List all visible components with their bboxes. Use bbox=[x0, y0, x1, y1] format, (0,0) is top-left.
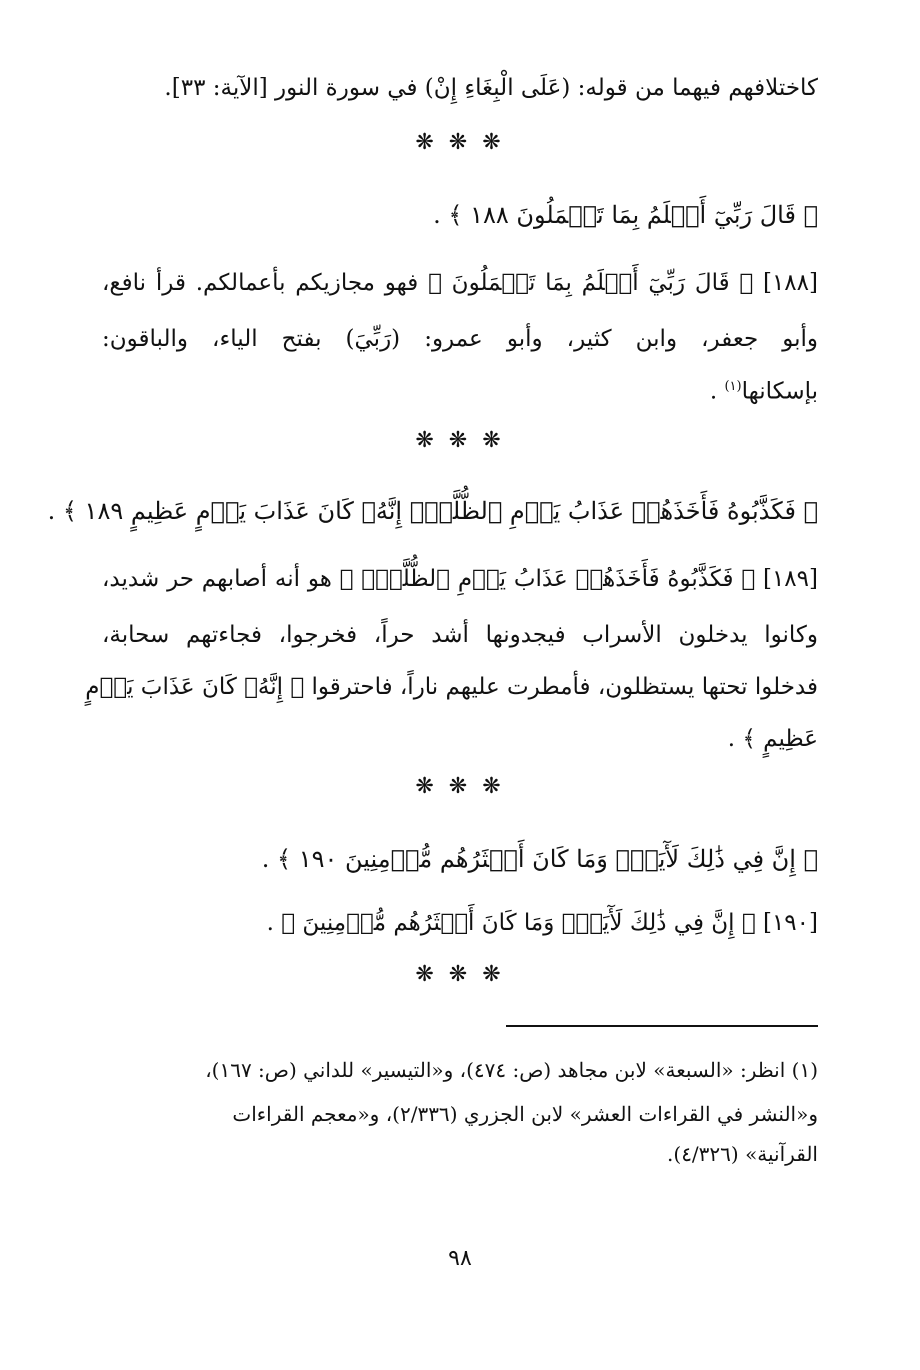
period: . bbox=[709, 378, 718, 405]
verse-190: ﴿ إِنَّ فِي ذَٰلِكَ لَأٓيَةٗۖ وَمَا كَانَ أَكۡثَرُهُم مُّؤۡمِنِينَ ١٩٠ ﴾ . bbox=[261, 845, 818, 873]
footnote-divider bbox=[506, 1025, 818, 1027]
text-line-1: كاختلافهم فيهما من قوله: (عَلَى الْبِغَاءِ إِنْ) في سورة النور [الآية: ٣٣]. bbox=[164, 75, 818, 101]
section-separator: ❋ ❋ ❋ bbox=[415, 130, 505, 155]
commentary-188-line-1: [١٨٨] ﴿ قَالَ رَبِّيٓ أَعۡلَمُ بِمَا تَعۡمَلُونَ ﴾ فهو مجازيكم بأعمالكم. قرأ نافع، bbox=[102, 270, 818, 296]
footnote-marker: (١) bbox=[724, 379, 742, 394]
footnote-line-2: و«النشر في القراءات العشر» لابن الجزري (٢/٣٣٦)، و«معجم القراءات bbox=[232, 1102, 818, 1126]
commentary-190-line-1: [١٩٠] ﴿ إِنَّ فِي ذَٰلِكَ لَأٓيَةٗۖ وَمَا كَانَ أَكۡثَرُهُم مُّؤۡمِنِينَ ﴾ . bbox=[266, 910, 818, 936]
footnote-line-3: القرآنية» (٤/٣٢٦). bbox=[667, 1142, 818, 1166]
section-separator: ❋ ❋ ❋ bbox=[415, 774, 505, 799]
commentary-188-line-2: وأبو جعفر، وابن كثير، وأبو عمرو: (رَبِّيَ) بفتح الياء، والباقون: bbox=[102, 326, 818, 352]
verse-188: ﴿ قَالَ رَبِّيٓ أَعۡلَمُ بِمَا تَعۡمَلُونَ ١٨٨ ﴾ . bbox=[433, 201, 818, 229]
footnote-line-1: (١) انظر: «السبعة» لابن مجاهد (ص: ٤٧٤)، و«التيسير» للداني (ص: ١٦٧)، bbox=[205, 1058, 818, 1082]
commentary-189-line-2: وكانوا يدخلون الأسراب فيجدونها أشد حراً، فخرجوا، فجاءتهم سحابة، bbox=[102, 622, 818, 648]
commentary-188-line-3 bbox=[102, 372, 818, 407]
commentary-188-text: بإسكانها bbox=[741, 378, 818, 405]
commentary-189-line-3: فدخلوا تحتها يستظلون، فأمطرت عليهم ناراً، فاحترقوا ﴿ إِنَّهُۥ كَانَ عَذَابَ يَوۡمٍ bbox=[85, 674, 818, 700]
page-number: ٩٨ bbox=[448, 1246, 472, 1271]
commentary-189-line-4: عَظِيمٍ ﴾ . bbox=[727, 726, 818, 752]
section-separator: ❋ ❋ ❋ bbox=[415, 962, 505, 987]
verse-189: ﴿ فَكَذَّبُوهُ فَأَخَذَهُمۡ عَذَابُ يَوۡمِ ٱلظُّلَّةِۚ إِنَّهُۥ كَانَ عَذَابَ يَوۡمٍ عَظِيمٍ ١٨٩ ﴾ . bbox=[47, 497, 818, 525]
section-separator: ❋ ❋ ❋ bbox=[415, 428, 505, 453]
commentary-189-line-1: [١٨٩] ﴿ فَكَذَّبُوهُ فَأَخَذَهُمۡ عَذَابُ يَوۡمِ ٱلظُّلَّةِۚ ﴾ هو أنه أصابهم حر شديد، bbox=[102, 566, 818, 592]
